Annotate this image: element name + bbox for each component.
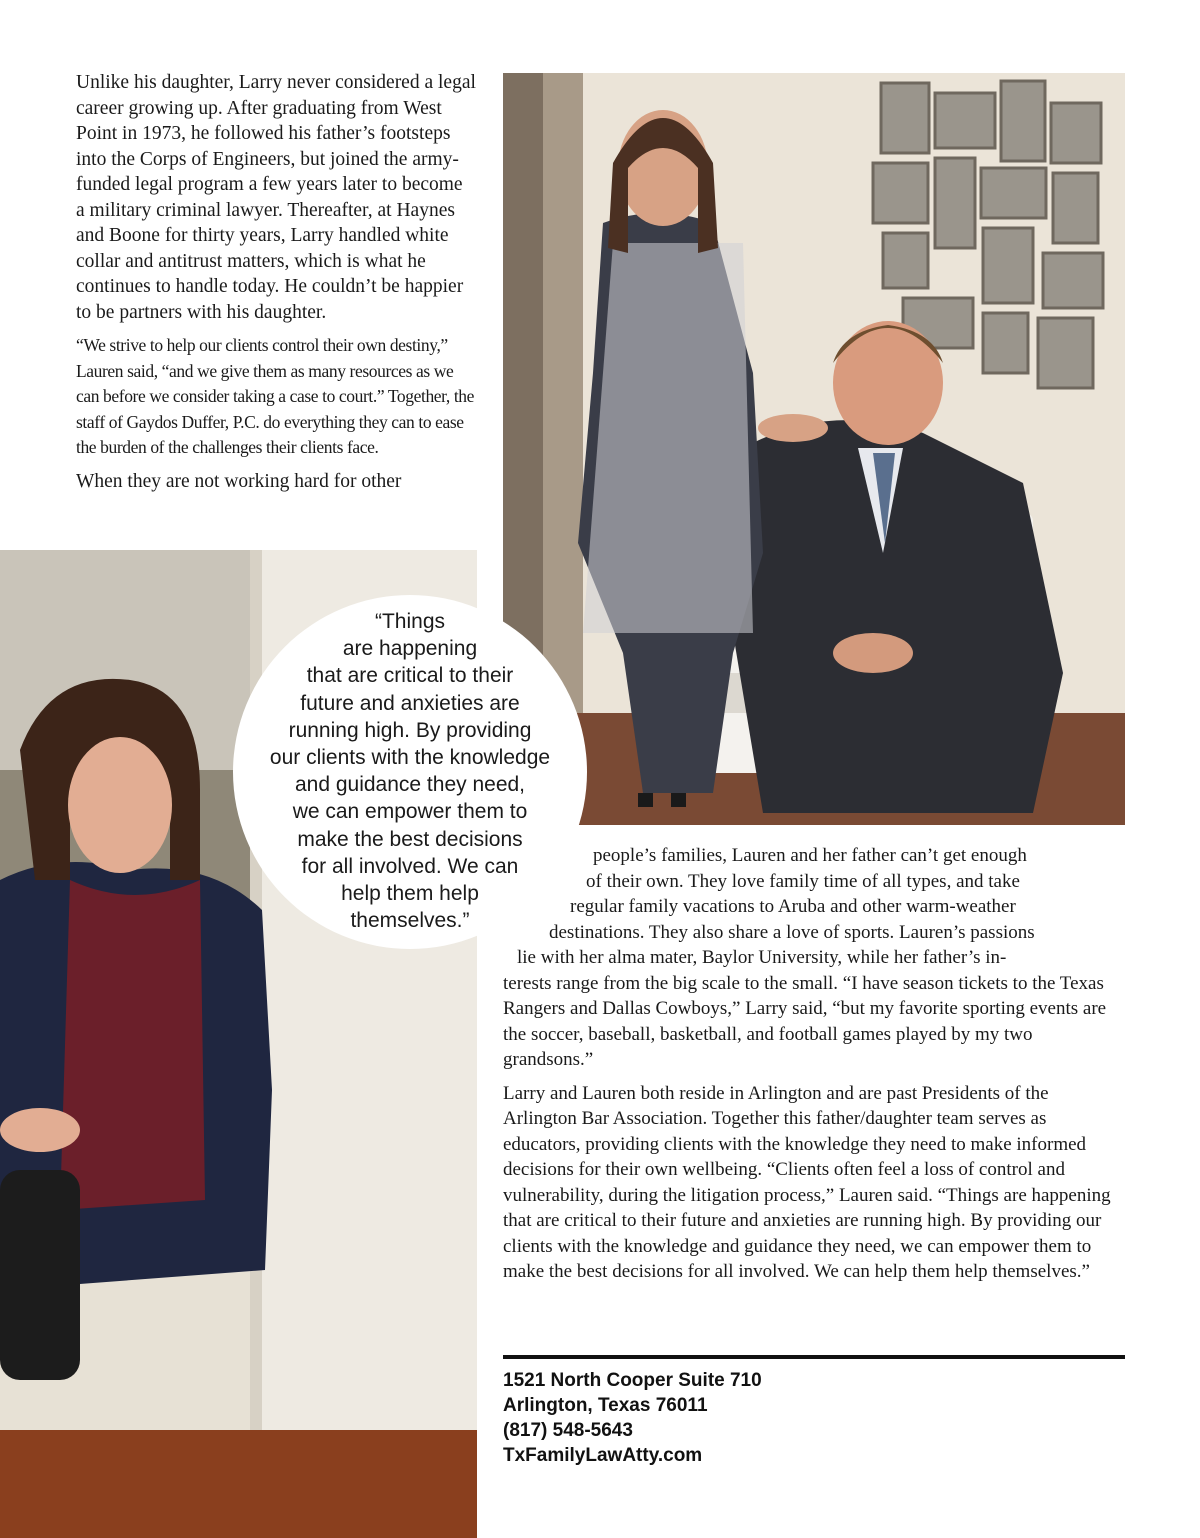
body-paragraph: Unlike his daughter, Larry never considered a legal career growing up. After graduating from West Point in 1973, he followed his father’s footsteps into the Corps of Engineers, but joined the army-funded legal program a few years later to become a military criminal lawyer. Thereafter, at Haynes and Boone for thirty years, Larry handled white collar and antitrust matters, which is what he continues to handle today. He couldn’t be happier to be partners with his daughter. xyxy=(76,72,476,323)
body-paragraph: terests range from the big scale to the small. “I have season tickets to the Texas Rangers and Dallas Cowboys,” Larry said, “but my favorite sporting events are the soccer, baseball, basketball, and football games played by my two grandsons.” xyxy=(503,972,1107,1070)
pull-quote: “Things are happening that are critical to their future and anxieties are running high. By providing our clients with the knowledge and guidance they need, we can empower them to make the best decisions for all involved. We can help them help themselves.” xyxy=(269,610,551,933)
divider-rule xyxy=(503,1355,1125,1359)
body-line: people’s families, Lauren and her father can’t get enough xyxy=(593,845,1027,866)
contact-block xyxy=(503,1368,762,1468)
body-paragraph: When they are not working hard for other xyxy=(76,470,402,492)
phone-number: (817) 548-5643 xyxy=(503,1420,633,1441)
father-daughter-photo xyxy=(503,73,1125,825)
right-text-column xyxy=(503,843,1125,1293)
address-line-1: 1521 North Cooper Suite 710 xyxy=(503,1370,762,1391)
body-line: of their own. They love family time of all types, and take xyxy=(586,870,1020,892)
address-line-2: Arlington, Texas 76011 xyxy=(503,1395,708,1416)
body-paragraph: “We strive to help our clients control their own destiny,” Lauren said, “and we give them as many resources as we can before we consider taking a case to court.” Together, the staff of Gaydos Duffer, P.C. do everything they can to ease the burden of the challenges their clients face. xyxy=(76,335,475,457)
left-text-column xyxy=(76,70,476,502)
website-link[interactable]: TxFamilyLawAtty.com xyxy=(503,1445,703,1466)
body-paragraph: Larry and Lauren both reside in Arlington and are past Presidents of the Arlington Bar Association. Together this father/daughter team serves as educators, providing clients with the knowledge they need to make informed decisions for their own wellbeing. “Clients often feel a loss of control and vulnerability, during the litigation process,” Lauren said. “Things are happening that are critical to their future and anxieties are running high. By providing our clients with the knowledge and guidance they need, we can empower them to make the best decisions for all involved. We can help them help themselves.” xyxy=(503,1082,1111,1282)
body-line: lie with her alma mater, Baylor University, while her father’s in- xyxy=(517,947,1007,968)
body-line: destinations. They also share a love of sports. Lauren’s passions xyxy=(549,921,1035,943)
body-line: regular family vacations to Aruba and other warm-weather xyxy=(570,896,1016,917)
